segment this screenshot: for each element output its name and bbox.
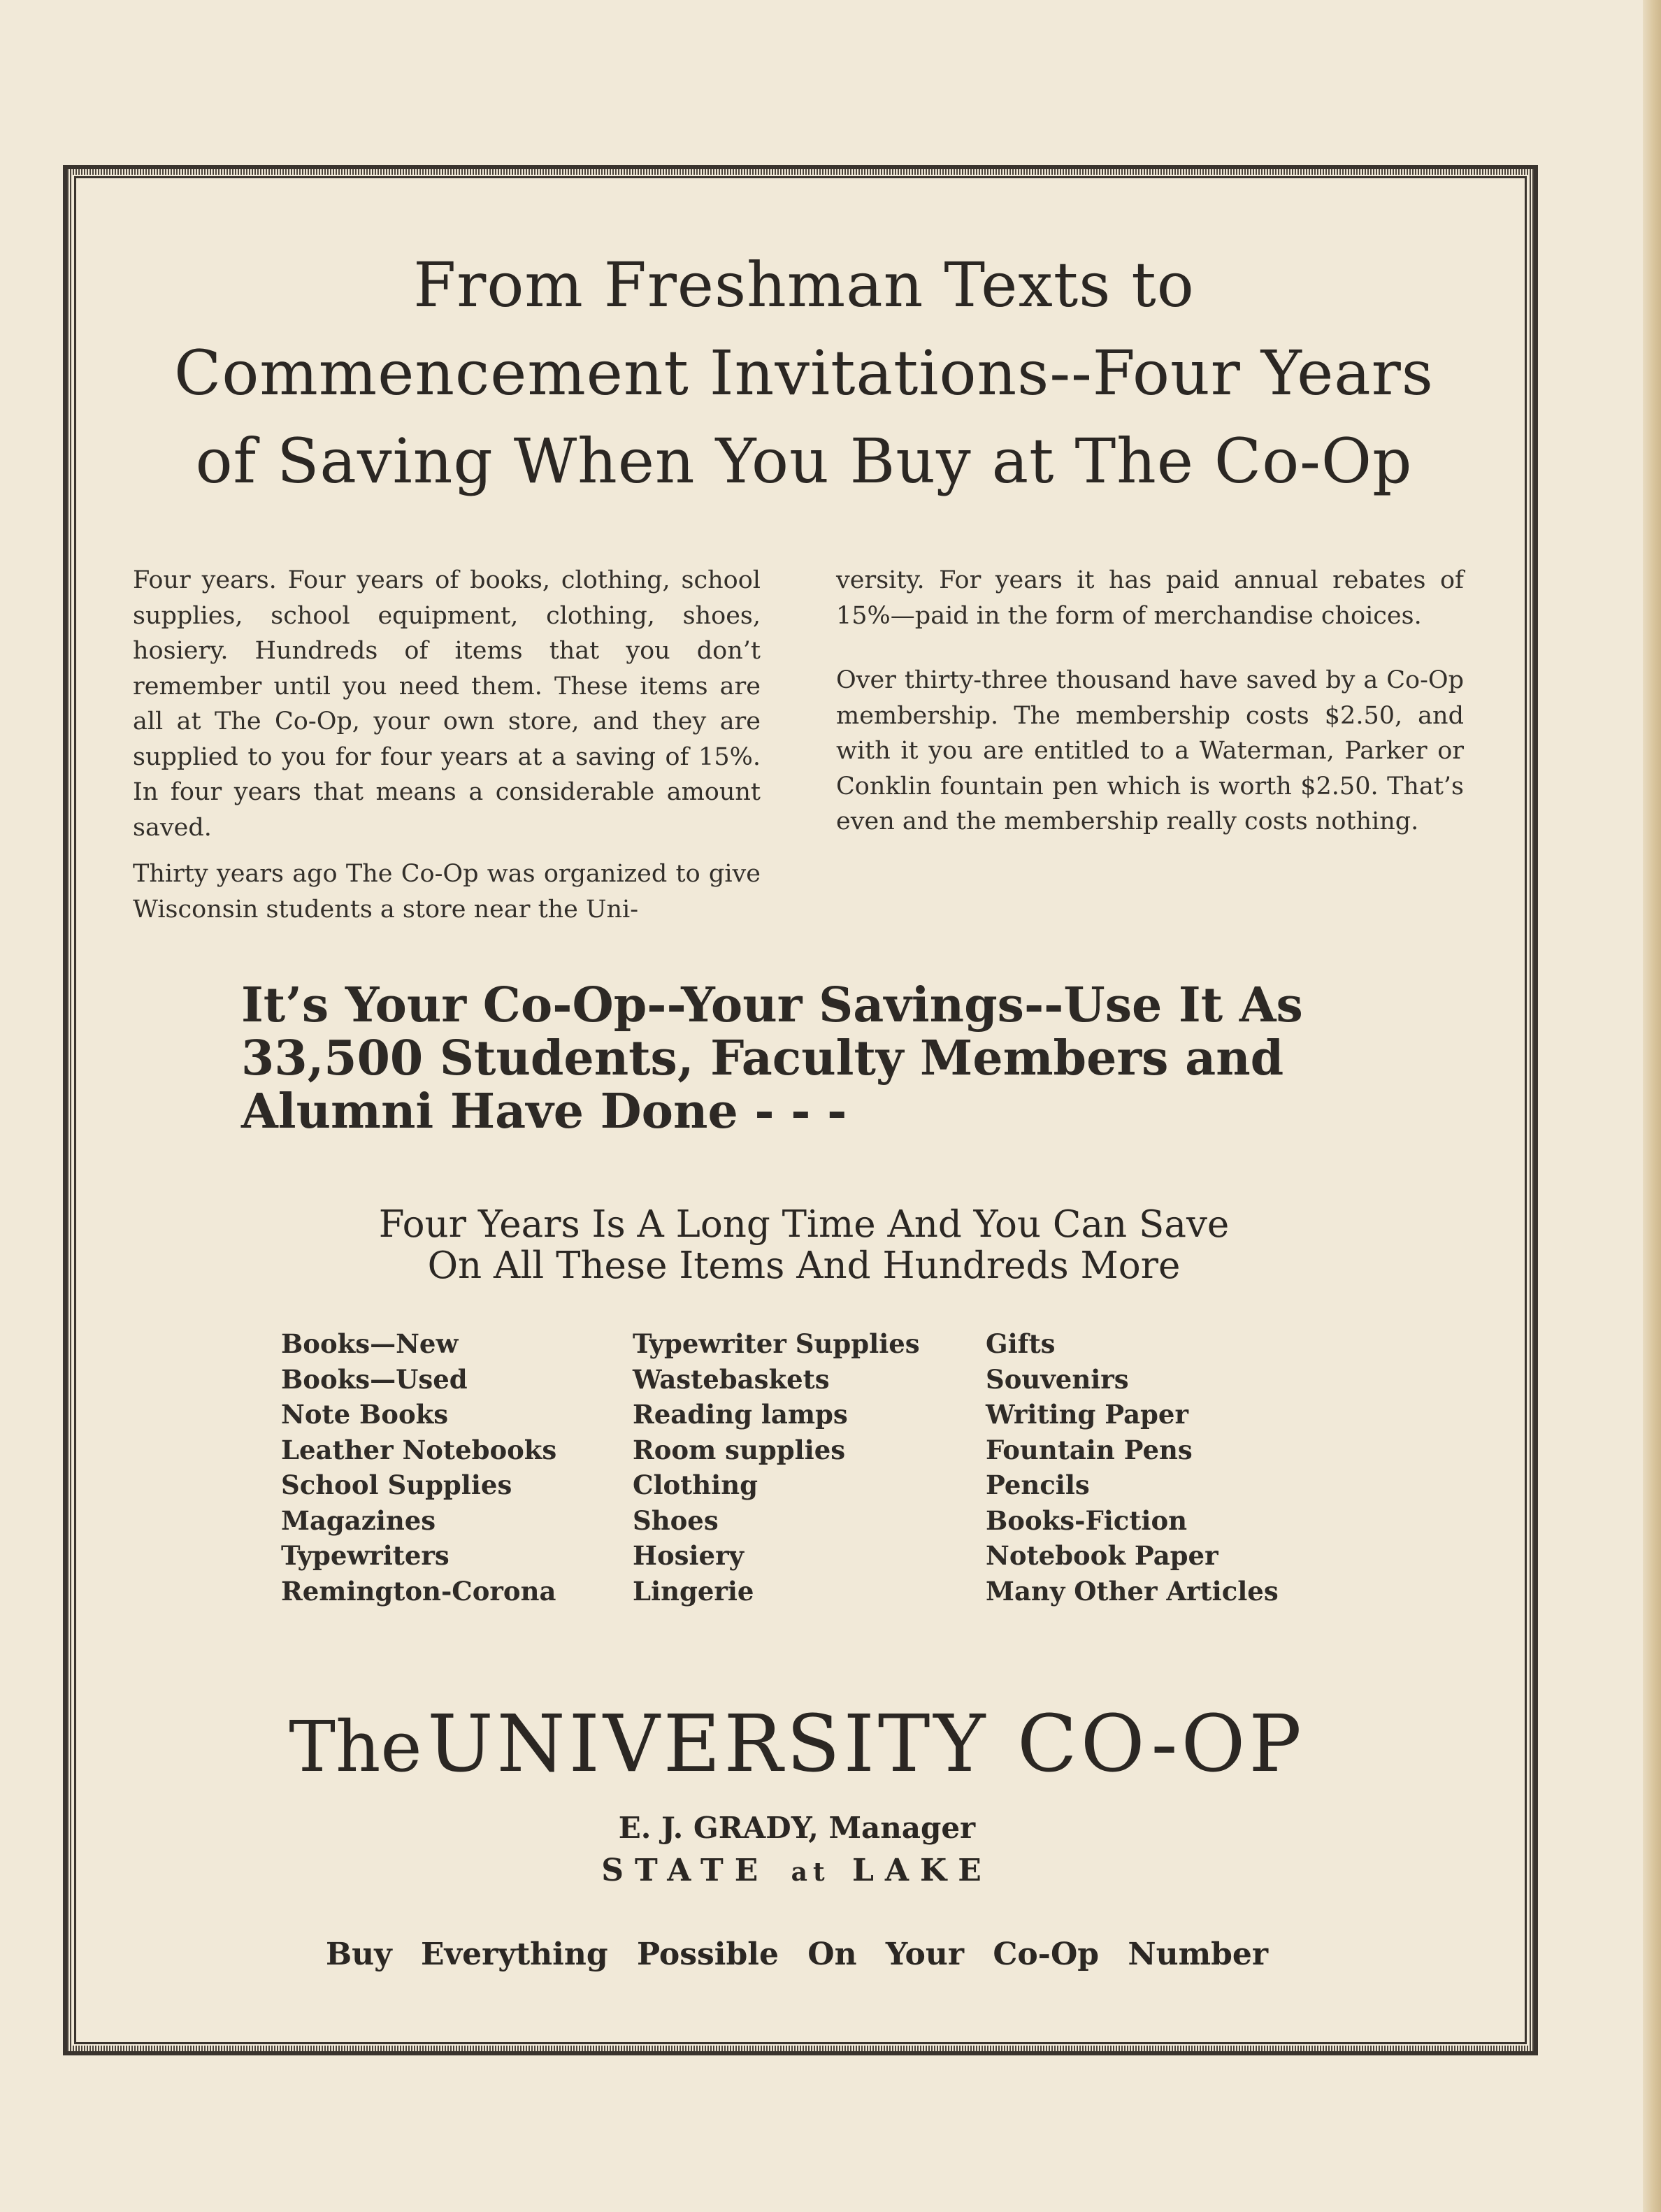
list-item: Room supplies (633, 1434, 846, 1465)
list-item: Reading lamps (633, 1399, 848, 1430)
list-item: Souvenirs (986, 1363, 1129, 1395)
list-item: Note Books (281, 1399, 449, 1430)
list-item: Wastebaskets (633, 1363, 830, 1395)
store-name-main: UNIVERSITY CO-OP (427, 1699, 1305, 1790)
list-item: Typewriters (281, 1540, 450, 1571)
list-item: Pencils (986, 1470, 1090, 1500)
list-item: Fountain Pens (986, 1434, 1193, 1465)
body-paragraph-3: versity. For years it has paid annual rebates of 15%—paid in the form of merchandise choices. (836, 566, 1464, 630)
headline-line-3: of Saving When You Buy at The Co-Op (195, 425, 1413, 497)
list-item: Lingerie (633, 1575, 754, 1607)
body-column-left (133, 563, 761, 927)
item-list-column-3 (986, 1326, 1349, 1609)
address-line (210, 1853, 1384, 1890)
list-item: School Supplies (281, 1470, 512, 1500)
item-list-column-2 (633, 1326, 996, 1609)
body-paragraph-4: Over thirty-three thousand have saved by a Co-Op membership. The membership costs $2.50, and with it you are entitled to a Waterman, Parker or Conklin fountain pen which is worth $2.50. That’s even and the membership really costs nothing. (836, 666, 1464, 835)
list-item: Notebook Paper (986, 1540, 1218, 1571)
list-item: Magazines (281, 1504, 436, 1536)
list-item: Leather Notebooks (281, 1434, 557, 1465)
list-item: Gifts (986, 1328, 1056, 1359)
list-item: Typewriter Supplies (633, 1328, 920, 1359)
headline-line-2: Commencement Invitations--Four Years (174, 337, 1434, 409)
page-edge (1643, 0, 1661, 2212)
subheadline-line-2: 33,500 Students, Faculty Members and (241, 1030, 1284, 1086)
list-item: Remington-Corona (281, 1575, 556, 1607)
savings-heading-line-1: Four Years Is A Long Time And You Can Save (378, 1203, 1230, 1246)
address-street: STATE (601, 1853, 770, 1888)
headline (105, 241, 1503, 505)
subheadline (241, 979, 1360, 1138)
tagline: Buy Everything Possible On Your Co-Op Number (325, 1937, 1269, 1972)
address-at: at (791, 1858, 830, 1887)
list-item: Books-Fiction (986, 1504, 1188, 1536)
headline-line-1: From Freshman Texts to (413, 249, 1195, 321)
store-name (210, 1699, 1384, 1811)
body-column-right (836, 563, 1464, 840)
store-name-the: The (289, 1706, 422, 1788)
savings-heading-line-2: On All These Items And Hundreds More (427, 1244, 1181, 1287)
body-paragraph-2: Thirty years ago The Co-Op was organized to give Wisconsin students a store near the Uni- (133, 860, 761, 924)
subheadline-line-3: Alumni Have Done - - - (241, 1084, 847, 1140)
address-lake: LAKE (851, 1853, 993, 1888)
savings-heading (210, 1204, 1398, 1286)
list-item: Writing Paper (986, 1399, 1188, 1430)
list-item: Clothing (633, 1470, 758, 1500)
list-item: Books—Used (281, 1363, 468, 1395)
list-item: Many Other Articles (986, 1575, 1279, 1607)
body-paragraph-1: Four years. Four years of books, clothing, school supplies, school equipment, clothing, shoes, hosiery. Hundreds of items that you don’t remember until you need them. These items are all at The Co-Op, your own store, and they are supplied to you for four years at a saving of 15%. In four years that means a considerable amount saved. (133, 566, 761, 842)
list-item: Books—New (281, 1328, 459, 1359)
list-item: Hosiery (633, 1540, 745, 1571)
subheadline-line-1: It’s Your Co-Op--Your Savings--Use It As (241, 977, 1303, 1033)
manager-line: E. J. GRADY, Manager (618, 1811, 976, 1845)
list-item: Shoes (633, 1504, 719, 1536)
item-list-column-1 (281, 1326, 645, 1609)
